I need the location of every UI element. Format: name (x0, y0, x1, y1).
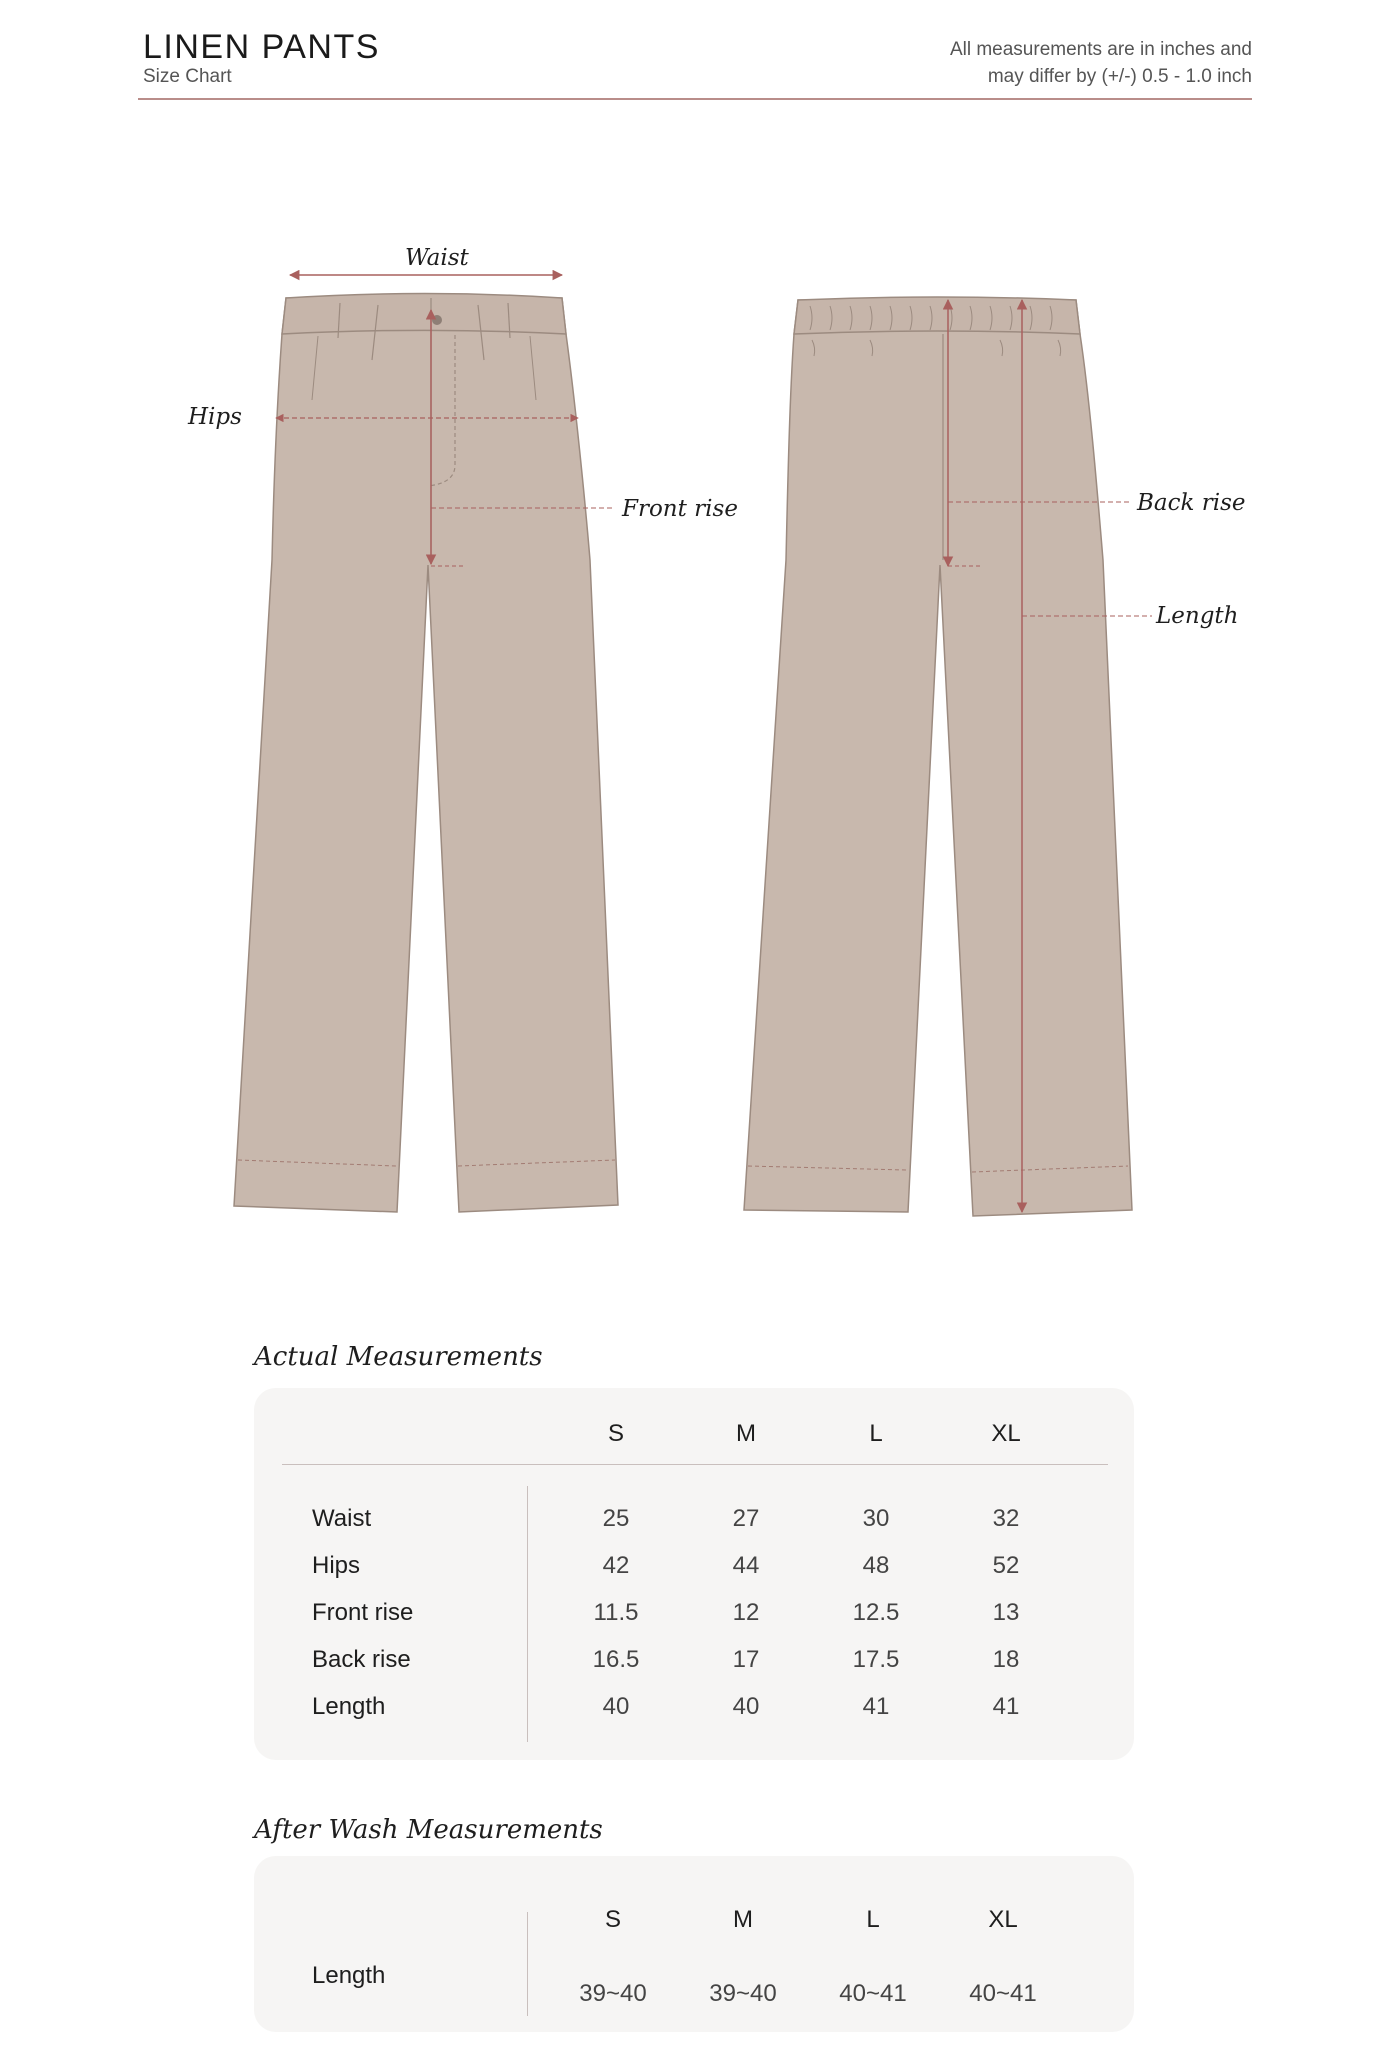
label-length: Length (1156, 603, 1239, 629)
cell-back-rise-m: 17 (732, 1646, 760, 1673)
cell-hips-m: 44 (732, 1552, 760, 1579)
cell-length-xl: 41 (992, 1693, 1020, 1720)
cell-length-m: 40 (732, 1693, 760, 1720)
back-pants (744, 297, 1152, 1216)
row-label-waist: Waist (312, 1505, 372, 1532)
cell-length-s: 40 (602, 1693, 630, 1720)
cell-front-rise-m: 12 (732, 1599, 760, 1626)
page-subtitle: Size Chart (143, 66, 232, 87)
label-back-rise: Back rise (1137, 490, 1246, 516)
table-header-divider (282, 1464, 1108, 1465)
table-column-divider (527, 1486, 528, 1742)
label-front-rise: Front rise (622, 496, 738, 522)
cell-back-rise-s: 16.5 (592, 1646, 640, 1673)
cell-length-l: 41 (862, 1693, 890, 1720)
cell-front-rise-l: 12.5 (852, 1599, 900, 1626)
cell-waist-m: 27 (732, 1505, 760, 1532)
wash-row-label-length: Length (312, 1962, 386, 1989)
wash-cell-length-l: 40~41 (839, 1980, 907, 2007)
cell-front-rise-s: 11.5 (593, 1599, 639, 1626)
row-label-length: Length (312, 1693, 386, 1720)
after-wash-table (254, 1856, 1134, 2032)
after-wash-title: After Wash Measurements (254, 1815, 603, 1845)
measurement-note-line-2: may differ by (+/-) 0.5 - 1.0 inch (987, 66, 1252, 87)
cell-hips-xl: 52 (992, 1552, 1020, 1579)
size-header-xl: XL (991, 1420, 1021, 1447)
size-header-m: M (736, 1420, 756, 1447)
actual-measurements-title: Actual Measurements (254, 1342, 543, 1372)
page-title: LINEN PANTS (143, 28, 380, 66)
cell-front-rise-xl: 13 (992, 1599, 1020, 1626)
row-label-hips: Hips (312, 1552, 361, 1579)
row-label-back-rise: Back rise (312, 1646, 411, 1673)
cell-waist-xl: 32 (992, 1505, 1020, 1532)
front-pants (234, 275, 618, 1212)
wash-size-header-s: S (604, 1906, 621, 1933)
wash-cell-length-xl: 40~41 (969, 1980, 1037, 2007)
measurement-note-line-1: All measurements are in inches and (949, 39, 1252, 60)
cell-waist-s: 25 (602, 1505, 630, 1532)
cell-waist-l: 30 (862, 1505, 890, 1532)
cell-back-rise-l: 17.5 (852, 1646, 900, 1673)
size-header-s: S (607, 1420, 624, 1447)
actual-measurements-table (254, 1388, 1134, 1760)
cell-hips-s: 42 (602, 1552, 630, 1579)
wash-size-header-l: L (866, 1906, 880, 1933)
label-hips: Hips (188, 404, 242, 430)
row-label-front-rise: Front rise (312, 1599, 414, 1626)
wash-cell-length-m: 39~40 (709, 1980, 777, 2007)
wash-size-header-xl: XL (988, 1906, 1018, 1933)
label-waist: Waist (405, 245, 469, 271)
size-header-l: L (869, 1420, 883, 1447)
wash-cell-length-s: 39~40 (579, 1980, 647, 2007)
cell-hips-l: 48 (862, 1552, 890, 1579)
cell-back-rise-xl: 18 (992, 1646, 1020, 1673)
wash-column-divider (527, 1912, 528, 2016)
wash-size-header-m: M (733, 1906, 753, 1933)
